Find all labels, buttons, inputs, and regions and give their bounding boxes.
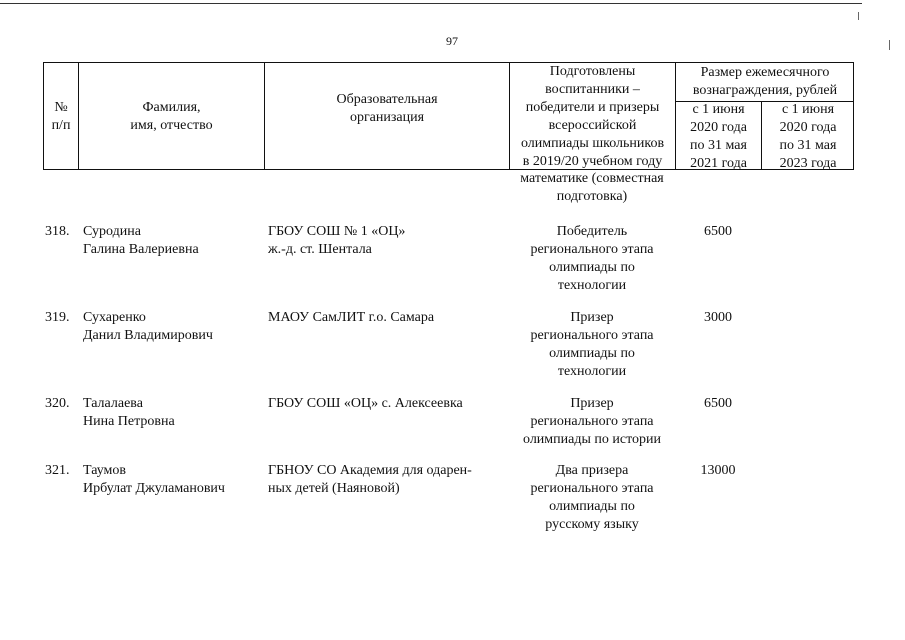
achievement: Победитель регионального этапа олимпиады по технологии	[530, 224, 654, 293]
header-number: № п/п	[51, 100, 71, 133]
table-header	[43, 62, 854, 170]
header-name: Фамилия, имя, отчество	[130, 100, 213, 133]
continuation-text: математике (совместная подготовка)	[520, 171, 664, 204]
header-prepared: Подготовлены воспитанники – победители и призеры всероссийской олимпиады школьников в 2019/20 учебном году	[520, 64, 665, 169]
organization: ГБНОУ СО Академия для одарен- ных детей (Наяновой)	[268, 463, 472, 496]
scan-artifact	[858, 12, 859, 20]
award-amount: 6500	[704, 224, 732, 239]
award-amount: 6500	[704, 396, 732, 411]
person-name: Талалаева Нина Петровна	[83, 396, 175, 429]
achievement: Призер регионального этапа олимпиады по технологии	[530, 310, 654, 379]
award-amount: 3000	[704, 310, 732, 325]
header-award-period-2023: с 1 июня 2020 года по 31 мая 2023 года	[779, 101, 837, 171]
achievement: Призер регионального этапа олимпиады по истории	[523, 396, 661, 447]
achievement: Два призера регионального этапа олимпиады по русскому языку	[530, 463, 654, 532]
header-organization: Образовательная организация	[336, 92, 438, 125]
row-number: 320.	[45, 396, 70, 411]
person-name: Таумов Ирбулат Джуламанович	[83, 463, 225, 496]
organization: ГБОУ СОШ «ОЦ» с. Алексеевка	[268, 396, 463, 411]
organization: МАОУ СамЛИТ г.о. Самара	[268, 310, 435, 325]
page-number: 97	[446, 34, 458, 48]
row-number: 319.	[45, 310, 70, 325]
scan-artifact	[889, 40, 890, 50]
row-number: 318.	[45, 224, 70, 239]
person-name: Сухаренко Данил Владимирович	[83, 310, 213, 343]
header-award-period-2021: с 1 июня 2020 года по 31 мая 2021 года	[690, 101, 747, 171]
row-number: 321.	[45, 463, 70, 478]
header-award-size: Размер ежемесячного вознаграждения, рублей	[692, 65, 838, 98]
top-border-line	[0, 3, 862, 4]
organization: ГБОУ СОШ № 1 «ОЦ» ж.-д. ст. Шентала	[268, 224, 406, 257]
award-amount: 13000	[700, 463, 736, 478]
person-name: Суродина Галина Валериевна	[83, 224, 199, 257]
